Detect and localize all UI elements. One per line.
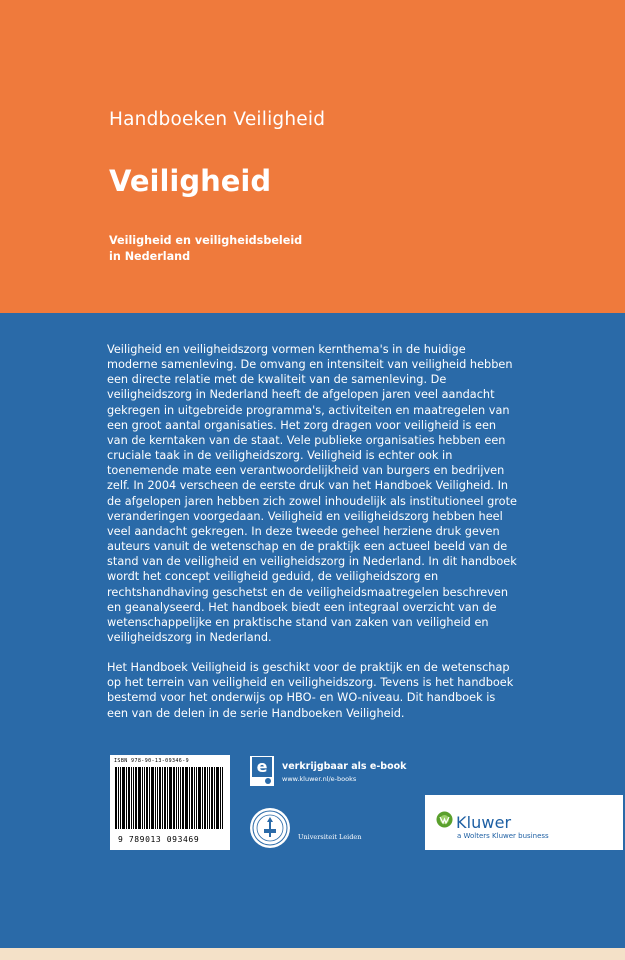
subtitle-line: Veiligheid en veiligheidsbeleid	[109, 234, 303, 247]
barcode-stripe	[128, 767, 130, 829]
university-label: Universiteit Leiden	[298, 833, 362, 841]
barcode-stripe	[126, 767, 127, 829]
isbn-text: ISBN 978-90-13-09346-9	[114, 758, 190, 764]
barcode-stripe	[149, 767, 150, 829]
barcode-stripe	[131, 767, 132, 829]
ebook-url[interactable]: www.kluwer.nl/e-books	[282, 775, 357, 783]
publisher-tagline: a Wolters Kluwer business	[457, 832, 549, 840]
barcode-stripe	[120, 767, 121, 829]
barcode-stripe	[216, 767, 219, 829]
barcode-stripe	[164, 767, 166, 829]
university-seal-icon	[249, 807, 291, 849]
page-edge	[0, 948, 625, 960]
barcode-stripe	[211, 767, 213, 829]
barcode-stripe	[209, 767, 210, 829]
barcode-stripe	[169, 767, 172, 829]
barcode-stripe	[146, 767, 148, 829]
barcode-stripe	[196, 767, 197, 829]
barcode-stripe	[207, 767, 208, 829]
series-title: Handboeken Veiligheid	[109, 109, 326, 130]
barcode-stripe	[222, 767, 223, 829]
barcode-stripe	[180, 767, 181, 829]
barcode-stripe	[204, 767, 206, 829]
barcode-stripe	[173, 767, 175, 829]
ebook-icon	[250, 756, 274, 786]
barcode-stripe	[220, 767, 221, 829]
barcode-stripe	[178, 767, 179, 829]
barcode-stripe	[202, 767, 203, 829]
blurb-paragraph: Het Handboek Veiligheid is geschikt voor de praktijk en de wetenschap op het terrein van veiligheid en veiligheidszorg. Tevens is het handboek bestemd voor het onderwijs op HBO- en WO-niveau. Dit handboek is een van de delen in de serie Handboeken Veiligheid.	[107, 661, 514, 720]
cover-top-panel	[0, 0, 625, 313]
barcode-stripe	[182, 767, 184, 829]
barcode-stripe	[135, 767, 137, 829]
barcode-number: 9 789013 093469	[118, 835, 200, 844]
barcode-stripe	[162, 767, 163, 829]
ebook-icon-dot	[265, 778, 271, 784]
barcode-stripe	[189, 767, 190, 829]
barcode-stripe	[185, 767, 188, 829]
barcode-stripe	[138, 767, 141, 829]
barcode-stripe	[133, 767, 134, 829]
barcode-stripe	[155, 767, 156, 829]
barcode-stripe	[122, 767, 125, 829]
barcode-bars	[115, 767, 225, 829]
barcode-stripe	[194, 767, 195, 829]
barcode-stripe	[144, 767, 145, 829]
barcode	[110, 755, 230, 850]
blurb-paragraph: Veiligheid en veiligheidszorg vormen kernthema's in de huidige moderne samenleving. De omvang en intensiteit van veiligheid hebben een directe relatie met de kwaliteit van de samenleving. De veiligheidszorg in Nederland heeft de afgelopen jaren veel aandacht gekregen in uitgebreide programma's, activiteiten en maatregelen van een groot aantal organisaties. Het zorg dragen voor veiligheid is een van de kerntaken van de staat. Vele publieke organisaties hebben een cruciale taak in de veiligheidszorg. Veiligheid is echter ook in toenemende mate een verantwoordelijkheid van burgers en bedrijven zelf. In 2004 verscheen de eerste druk van het Handboek Veiligheid. In de afgelopen jaren hebben zich zowel inhoudelijk als institutioneel grote veranderingen voorgedaan. Veiligheid en veiligheidszorg hebben heel veel aandacht gekregen. In deze tweede geheel herziene druk geven auteurs vanuit de wetenschap en de praktijk een actueel beeld van de stand van de veiligheid en veiligheidszorg in Nederland. In dit handboek wordt het concept veiligheid geduid, de veiligheidszorg en rechtshandhaving geschetst en de veiligheidsmaatregelen beschreven en geanalyseerd. Het handboek biedt een integraal overzicht van de wetenschappelijke en praktische stand van zaken van veiligheid en veiligheidszorg in Nederland.	[107, 343, 517, 644]
barcode-stripe	[191, 767, 193, 829]
barcode-stripe	[159, 767, 161, 829]
barcode-stripe	[167, 767, 168, 829]
barcode-stripe	[142, 767, 143, 829]
publisher-logo	[425, 795, 623, 850]
barcode-stripe	[214, 767, 215, 829]
book-title: Veiligheid	[109, 164, 272, 198]
ebook-label: verkrijgbaar als e-book	[282, 761, 407, 772]
barcode-stripe	[118, 767, 119, 829]
barcode-stripe	[176, 767, 177, 829]
kluwer-logo-icon	[436, 811, 453, 828]
subtitle-line: in Nederland	[109, 250, 191, 263]
ebook-icon-letter: e	[252, 757, 272, 777]
publisher-name: Kluwer	[456, 813, 512, 832]
barcode-stripe	[115, 767, 117, 829]
barcode-stripe	[157, 767, 158, 829]
book-subtitle	[109, 233, 409, 265]
barcode-stripe	[151, 767, 154, 829]
barcode-stripe	[198, 767, 201, 829]
blurb	[107, 342, 517, 736]
